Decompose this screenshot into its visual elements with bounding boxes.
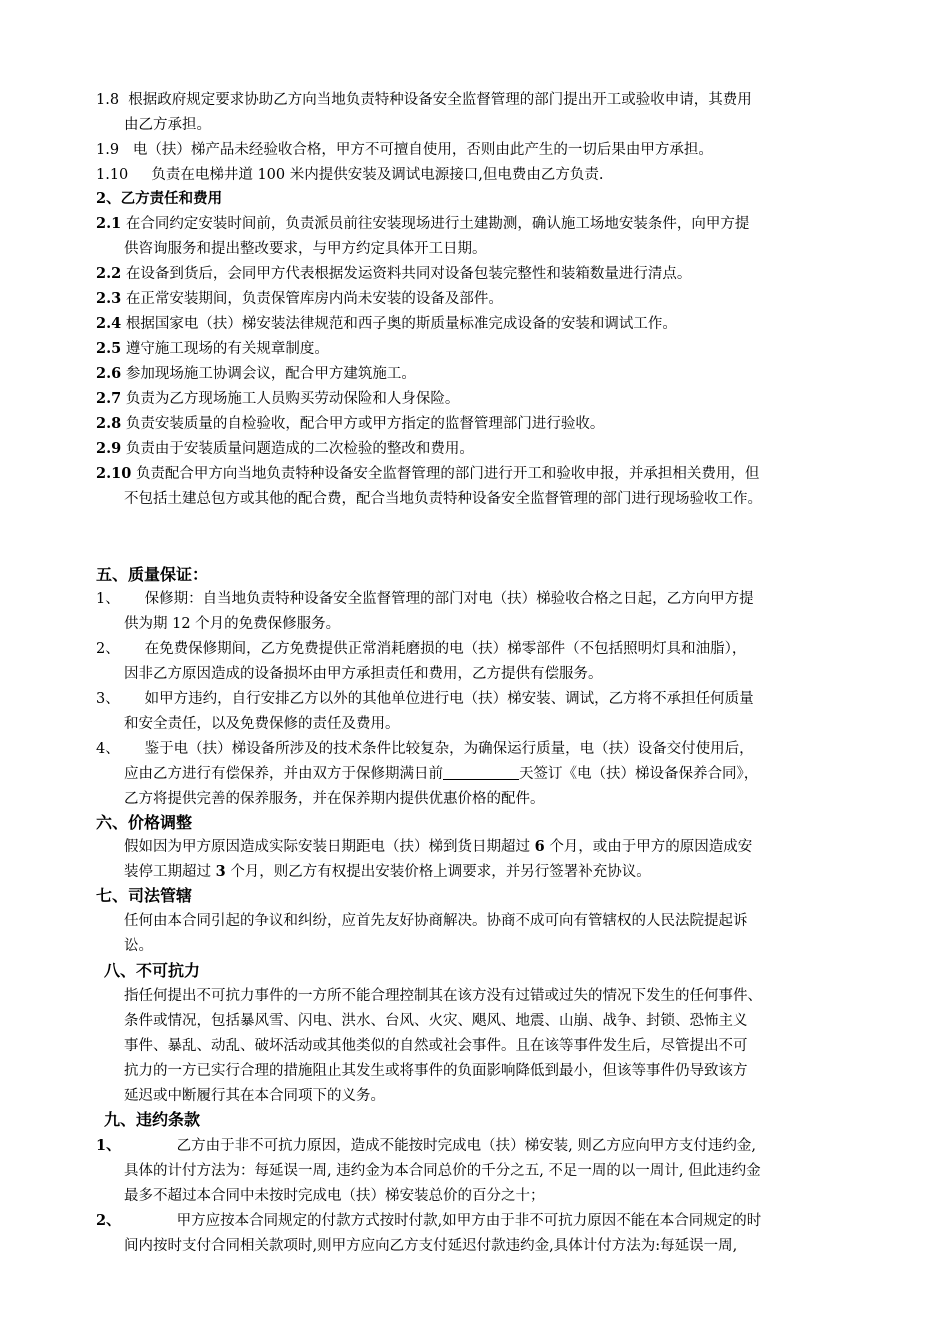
force-majeure-line-2: 条件或情况，包括暴风雪、闪电、洪水、台风、火灾、飓风、地震、山崩、战争、封锁、恐怖主义 bbox=[124, 1013, 748, 1029]
section-title-9: 九、违约条款 bbox=[104, 1110, 201, 1129]
item-number: 1、 bbox=[96, 591, 120, 607]
clause-number: 1.10 bbox=[96, 167, 129, 183]
clause-text: 在正常安装期间，负责保管库房内尚未安装的设备及部件。 bbox=[125, 291, 503, 307]
clause-1-8-cont: 由乙方承担。 bbox=[124, 117, 211, 133]
clause-number: 2.10 bbox=[96, 465, 132, 482]
item-number: 3、 bbox=[96, 691, 120, 707]
item-text: 甲方应按本合同规定的付款方式按时付款,如甲方由于非不可抗力原因不能在本合同规定的时 bbox=[176, 1213, 762, 1229]
clause-text: 电（扶）梯产品未经验收合格，甲方不可擅自使用，否则由此产生的一切后果由甲方承担。 bbox=[132, 142, 713, 158]
jurisdiction-line-1: 任何由本合同引起的争议和纠纷，应首先友好协商解决。协商不成可向有管辖权的人民法院提起诉 bbox=[124, 913, 748, 929]
clause-2-2 bbox=[96, 265, 691, 283]
item-text: 应由乙方进行有偿保养，并由双方于保修期满日前 bbox=[124, 766, 443, 782]
item-text: 如甲方违约，自行安排乙方以外的其他单位进行电（扶）梯安装、调试，乙方将不承担任何质量 bbox=[144, 691, 754, 707]
price-adjust-line-2 bbox=[124, 863, 651, 881]
clause-text: 负责配合甲方向当地负责特种设备安全监督管理的部门进行开工和验收申报，并承担相关费用，但 bbox=[135, 466, 760, 482]
clause-1-10 bbox=[96, 166, 603, 184]
paragraph-text: 装停工期超过 bbox=[124, 864, 211, 880]
clause-number: 1.8 bbox=[96, 92, 120, 108]
breach-item-1 bbox=[96, 1137, 756, 1155]
paragraph-text: 个月，则乙方有权提出安装价格上调要求，并另行签署补充协议。 bbox=[230, 864, 651, 880]
clause-2-3 bbox=[96, 290, 503, 308]
warranty-item-4-cont bbox=[124, 765, 758, 783]
warranty-item-4-cont2: 乙方将提供完善的保养服务，并在保养期内提供优惠价格的配件。 bbox=[124, 791, 545, 807]
force-majeure-line-4: 抗力的一方已实行合理的措施阻止其发生或将事件的负面影响降低到最小，但该等事件仍导致该方 bbox=[124, 1063, 748, 1079]
item-text: 在免费保修期间，乙方免费提供正常消耗磨损的电（扶）梯零部件（不包括照明灯具和油脂）， bbox=[144, 641, 747, 657]
section-title-2: 2、乙方责任和费用 bbox=[96, 190, 223, 207]
force-majeure-line-5: 延迟或中断履行其在本合同项下的义务。 bbox=[124, 1088, 385, 1104]
warranty-item-4 bbox=[96, 740, 754, 758]
item-number: 2、 bbox=[96, 641, 120, 657]
warranty-item-2-cont: 因非乙方原因造成的设备损坏由甲方承担责任和费用，乙方提供有偿服务。 bbox=[124, 666, 603, 682]
warranty-item-2 bbox=[96, 640, 746, 658]
clause-text: 负责为乙方现场施工人员购买劳动保险和人身保险。 bbox=[125, 391, 460, 407]
clause-number: 2.7 bbox=[96, 390, 122, 407]
clause-text: 负责安装质量的自检验收，配合甲方或甲方指定的监督管理部门进行验收。 bbox=[125, 416, 605, 432]
clause-2-10 bbox=[96, 465, 759, 483]
item-number: 2、 bbox=[96, 1212, 121, 1229]
months-value: 6 bbox=[534, 838, 545, 855]
force-majeure-line-3: 事件、暴乱、动乱、破坏活动或其他类似的自然或社会事件。且在该等事件发生后，尽管提出不可 bbox=[124, 1038, 748, 1054]
warranty-item-3-cont: 和安全责任，以及免费保修的责任及费用。 bbox=[124, 716, 400, 732]
breach-item-1-cont: 具体的计付方法为：每延误一周, 违约金为本合同总价的千分之五, 不足一周的以一周计, 但此违约金 bbox=[124, 1163, 761, 1179]
item-number: 4、 bbox=[96, 741, 120, 757]
clause-number: 2.8 bbox=[96, 415, 122, 432]
jurisdiction-line-2: 讼。 bbox=[124, 938, 153, 954]
clause-text: 根据政府规定要求协助乙方向当地负责特种设备安全监督管理的部门提出开工或验收申请，其费用 bbox=[128, 92, 752, 108]
clause-number: 2.4 bbox=[96, 315, 122, 332]
clause-text: 负责由于安装质量问题造成的二次检验的整改和费用。 bbox=[125, 441, 474, 457]
clause-2-6 bbox=[96, 365, 416, 383]
clause-text: 负责在电梯井道 100 米内提供安装及调试电源接口,但电费由乙方负责. bbox=[151, 167, 604, 183]
price-adjust-line-1 bbox=[124, 838, 752, 856]
clause-number: 2.6 bbox=[96, 365, 122, 382]
warranty-item-3 bbox=[96, 690, 754, 708]
paragraph-text: 假如因为甲方原因造成实际安装日期距电（扶）梯到货日期超过 bbox=[124, 839, 530, 855]
breach-item-2 bbox=[96, 1212, 761, 1230]
months-value: 3 bbox=[215, 863, 226, 880]
force-majeure-line-1: 指任何提出不可抗力事件的一方所不能合理控制其在该方没有过错或过失的情况下发生的任何事件、 bbox=[124, 988, 762, 1004]
section-title-7: 七、司法管辖 bbox=[96, 886, 193, 905]
clause-text: 根据国家电（扶）梯安装法律规范和西子奥的斯质量标准完成设备的安装和调试工作。 bbox=[125, 316, 677, 332]
clause-1-8 bbox=[96, 91, 752, 109]
clause-number: 2.1 bbox=[96, 215, 122, 232]
clause-2-9 bbox=[96, 440, 474, 458]
item-text: 乙方由于非不可抗力原因，造成不能按时完成电（扶）梯安装, 则乙方应向甲方支付违约金, bbox=[176, 1138, 756, 1154]
clause-number: 2.3 bbox=[96, 290, 122, 307]
item-text: 天签订《电（扶）梯设备保养合同》， bbox=[519, 766, 759, 782]
section-title-5: 五、质量保证： bbox=[96, 565, 209, 584]
clause-2-5 bbox=[96, 340, 329, 358]
section-title-6: 六、价格调整 bbox=[96, 813, 193, 832]
clause-2-1 bbox=[96, 215, 749, 233]
clause-2-8 bbox=[96, 415, 604, 433]
clause-number: 2.2 bbox=[96, 265, 122, 282]
clause-1-9 bbox=[96, 141, 713, 159]
paragraph-text: 个月，或由于甲方的原因造成安 bbox=[549, 839, 753, 855]
item-text: 保修期：自当地负责特种设备安全监督管理的部门对电（扶）梯验收合格之日起，乙方向甲方提 bbox=[144, 591, 754, 607]
clause-2-10-cont: 不包括土建总包方或其他的配合费，配合当地负责特种设备安全监督管理的部门进行现场验收工作。 bbox=[124, 491, 762, 507]
clause-text: 在合同约定安装时间前，负责派员前往安装现场进行土建勘测，确认施工场地安装条件，向甲方提 bbox=[125, 216, 750, 232]
item-text: 鉴于电（扶）梯设备所涉及的技术条件比较复杂，为确保运行质量，电（扶）设备交付使用后， bbox=[144, 741, 754, 757]
clause-2-1-cont: 供咨询服务和提出整改要求，与甲方约定具体开工日期。 bbox=[124, 241, 487, 257]
warranty-item-1-cont: 供为期 12 个月的免费保修服务。 bbox=[124, 616, 341, 632]
clause-text: 参加现场施工协调会议，配合甲方建筑施工。 bbox=[125, 366, 416, 382]
clause-2-7 bbox=[96, 390, 459, 408]
clause-number: 1.9 bbox=[96, 142, 120, 158]
clause-number: 2.5 bbox=[96, 340, 122, 357]
blank-days-field bbox=[443, 765, 519, 780]
clause-text: 遵守施工现场的有关规章制度。 bbox=[125, 341, 329, 357]
item-number: 1、 bbox=[96, 1137, 121, 1154]
clause-number: 2.9 bbox=[96, 440, 122, 457]
clause-text: 在设备到货后，会同甲方代表根据发运资料共同对设备包装完整性和装箱数量进行清点。 bbox=[125, 266, 692, 282]
clause-2-4 bbox=[96, 315, 677, 333]
breach-item-2-cont: 间内按时支付合同相关款项时,则甲方应向乙方支付延迟付款违约金,具体计付方法为:每延误一周, bbox=[124, 1238, 738, 1254]
breach-item-1-cont2: 最多不超过本合同中未按时完成电（扶）梯安装总价的百分之十； bbox=[124, 1188, 545, 1204]
warranty-item-1 bbox=[96, 590, 754, 608]
section-title-8: 八、不可抗力 bbox=[104, 961, 201, 980]
